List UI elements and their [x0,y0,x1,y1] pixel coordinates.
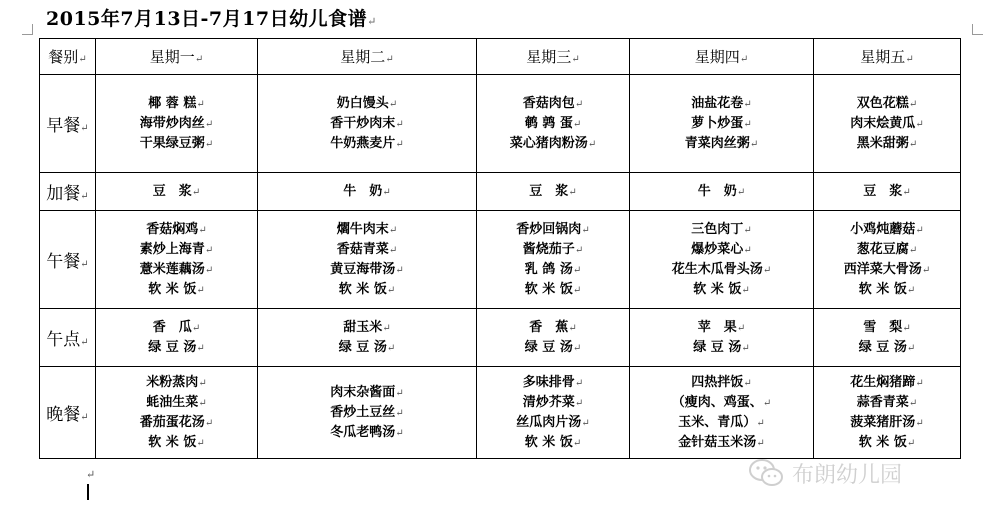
dish-item: 三色肉丁 ↵ [630,220,813,240]
page-margin-mark-right [972,24,983,35]
dish-item: 黄豆海带汤 ↵ [258,260,476,280]
header-cell-day[interactable]: 星期五 ↵ [814,39,961,75]
dish-item: 椰 蓉 糕 ↵ [96,94,257,114]
paragraph-mark-icon: ↵ [86,468,96,481]
meal-type-label: 午点 ↵ [46,330,88,350]
menu-cell[interactable] [477,309,630,367]
meal-type-label: 早餐 ↵ [46,116,88,136]
menu-cell[interactable] [814,211,961,309]
dish-item: 软 米 饭 ↵ [477,433,629,453]
dish-item: 乳 鸽 汤 ↵ [477,260,629,280]
dish-item: 牛奶燕麦片 ↵ [258,134,476,154]
header-cell-day[interactable]: 星期四 ↵ [630,39,814,75]
dish-item: 蚝油生菜 ↵ [96,393,257,413]
dish-item: 萝卜炒蛋 ↵ [630,114,813,134]
dish-item: 甜玉米 ↵ [258,318,476,338]
menu-cell[interactable] [258,211,477,309]
dish-item: 多味排骨 ↵ [477,373,629,393]
meal-type-cell[interactable] [40,211,96,309]
wechat-icon [748,458,784,488]
dish-item: 绿 豆 汤 ↵ [96,338,257,358]
dish-item: 软 米 饭 ↵ [96,433,257,453]
menu-cell[interactable] [258,309,477,367]
dish-item: 米粉蒸肉 ↵ [96,373,257,393]
dish-item: 苹 果 ↵ [630,318,813,338]
dish-item: 西洋菜大骨汤 ↵ [814,260,960,280]
menu-cell[interactable] [96,309,258,367]
header-cell-meal-type[interactable]: 餐别 ↵ [40,39,96,75]
dish-item: 青菜肉丝粥 ↵ [630,134,813,154]
dish-item: 软 米 饭 ↵ [96,280,257,300]
header-cell-day[interactable]: 星期一 ↵ [96,39,258,75]
menu-cell[interactable] [258,173,477,211]
dish-item: 菜心猪肉粉汤 ↵ [477,134,629,154]
table-header-row [40,39,961,75]
menu-cell[interactable] [96,211,258,309]
menu-cell[interactable] [477,173,630,211]
dish-item: 清炒芥菜 ↵ [477,393,629,413]
dish-item: 香炒回锅肉 ↵ [477,220,629,240]
dish-item: 牛 奶 ↵ [630,182,813,202]
menu-cell[interactable] [96,173,258,211]
table-row [40,173,961,211]
dish-item: 小鸡炖蘑菇 ↵ [814,220,960,240]
dish-item: 双色花糕 ↵ [814,94,960,114]
meal-type-label: 晚餐 ↵ [46,405,88,425]
dish-item: 软 米 饭 ↵ [814,433,960,453]
dish-item: 花生焖猪蹄 ↵ [814,373,960,393]
menu-cell[interactable] [477,211,630,309]
table-row [40,211,961,309]
menu-cell[interactable] [814,367,961,459]
dish-item: 爆炒菜心 ↵ [630,240,813,260]
dish-item: 软 米 饭 ↵ [477,280,629,300]
dish-item: 绿 豆 汤 ↵ [258,338,476,358]
menu-cell[interactable] [630,75,814,173]
header-cell-day[interactable]: 星期三 ↵ [477,39,630,75]
watermark [748,456,902,490]
dish-item: 黑米甜粥 ↵ [814,134,960,154]
paragraph-mark-icon: ↵ [367,15,377,28]
dish-item: 香 蕉 ↵ [477,318,629,338]
meal-type-cell[interactable] [40,367,96,459]
meal-type-label: 午餐 ↵ [46,252,88,272]
dish-item: 金针菇玉米汤 ↵ [630,433,813,453]
dish-item: 豆 浆 ↵ [814,182,960,202]
menu-cell[interactable] [258,367,477,459]
dish-item: 爓牛肉末 ↵ [258,220,476,240]
table-row [40,309,961,367]
dish-item: 番茄蛋花汤 ↵ [96,413,257,433]
dish-item: 菠菜猪肝汤 ↵ [814,413,960,433]
header-cell-day[interactable]: 星期二 ↵ [258,39,477,75]
menu-cell[interactable] [814,309,961,367]
meal-type-cell[interactable] [40,173,96,211]
meal-type-label: 加餐 ↵ [46,184,88,204]
menu-cell[interactable] [630,367,814,459]
dish-item: 鹌 鹑 蛋 ↵ [477,114,629,134]
menu-cell[interactable] [477,75,630,173]
meal-type-cell[interactable] [40,309,96,367]
document-title[interactable]: 2015年7月13日-7月17日幼儿食谱↵ [46,8,377,30]
dish-item: 油盐花卷 ↵ [630,94,813,114]
dish-item: 牛 奶 ↵ [258,182,476,202]
watermark-text: 布朗幼儿园 [792,462,903,488]
dish-item: 玉米、青瓜） ↵ [630,413,813,433]
dish-item: 香菇青菜 ↵ [258,240,476,260]
menu-cell[interactable] [814,75,961,173]
dish-item: 豆 浆 ↵ [96,182,257,202]
meal-type-cell[interactable] [40,75,96,173]
dish-item: 肉末烩黄瓜 ↵ [814,114,960,134]
dish-item: 素炒上海青 ↵ [96,240,257,260]
table-row [40,367,961,459]
text-cursor [87,484,89,500]
dish-item: 软 米 饭 ↵ [630,280,813,300]
dish-item: 葱花豆腐 ↵ [814,240,960,260]
dish-item: 香 瓜 ↵ [96,318,257,338]
menu-cell[interactable] [96,367,258,459]
dish-item: 香炒土豆丝 ↵ [258,403,476,423]
menu-cell[interactable] [258,75,477,173]
dish-item: 干果绿豆粥 ↵ [96,134,257,154]
menu-cell[interactable] [96,75,258,173]
dish-item: （瘦肉、鸡蛋、 ↵ [630,393,813,413]
menu-table[interactable] [39,38,961,459]
dish-item: 香干炒肉末 ↵ [258,114,476,134]
dish-item: 软 米 饭 ↵ [814,280,960,300]
dish-item: 海带炒肉丝 ↵ [96,114,257,134]
dish-item: 绿 豆 汤 ↵ [477,338,629,358]
dish-item: 丝瓜肉片汤 ↵ [477,413,629,433]
dish-item: 香菇肉包 ↵ [477,94,629,114]
dish-item: 香菇焖鸡 ↵ [96,220,257,240]
dish-item: 肉末杂酱面 ↵ [258,383,476,403]
menu-cell[interactable] [630,173,814,211]
table-row [40,75,961,173]
dish-item: 薏米莲藕汤 ↵ [96,260,257,280]
dish-item: 绿 豆 汤 ↵ [814,338,960,358]
dish-item: 软 米 饭 ↵ [258,280,476,300]
menu-cell[interactable] [477,367,630,459]
dish-item: 绿 豆 汤 ↵ [630,338,813,358]
menu-table-body [40,75,961,459]
dish-item: 冬瓜老鸭汤 ↵ [258,423,476,443]
dish-item: 奶白馒头 ↵ [258,94,476,114]
dish-item: 花生木瓜骨头汤 ↵ [630,260,813,280]
page-margin-mark-left [22,24,33,35]
dish-item: 四热拌饭 ↵ [630,373,813,393]
dish-item: 雪 梨 ↵ [814,318,960,338]
menu-cell[interactable] [814,173,961,211]
dish-item: 酱烧茄子 ↵ [477,240,629,260]
dish-item: 蒜香青菜 ↵ [814,393,960,413]
menu-cell[interactable] [630,309,814,367]
dish-item: 豆 浆 ↵ [477,182,629,202]
menu-cell[interactable] [630,211,814,309]
